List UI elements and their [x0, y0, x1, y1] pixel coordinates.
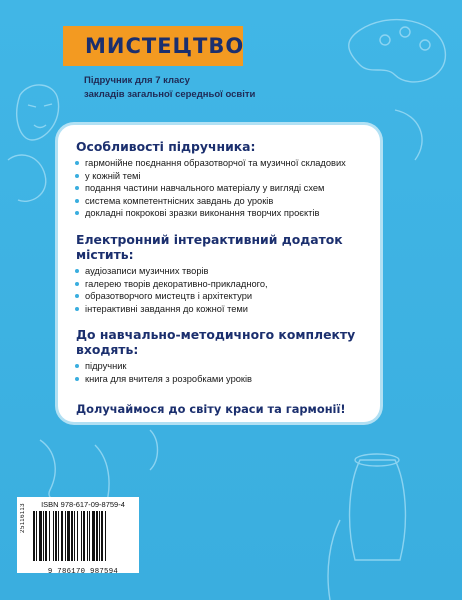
barcode-bar: [101, 511, 103, 561]
barcode-bar: [77, 511, 78, 561]
e-supplement-title: [76, 232, 364, 262]
barcode-bar: [43, 511, 44, 561]
barcode-bar: [61, 511, 63, 561]
e-supplement-title-line-2: містить:: [76, 246, 134, 262]
barcode-bar: [83, 511, 85, 561]
barcode-bar: [67, 511, 70, 561]
barcode-bar: [71, 511, 73, 561]
barcode-bar: [89, 511, 90, 561]
features-title: Особливості підручника:: [76, 139, 256, 154]
barcode-bar: [45, 511, 47, 561]
e-supplement-title-line-1: Електронний інтерактивний додаток: [76, 231, 343, 247]
subtitle-line-1: Підручник для 7 класу: [84, 75, 190, 86]
title-banner: [63, 26, 243, 66]
info-panel: [58, 125, 380, 422]
barcode-bar: [92, 511, 95, 561]
list-item: гармонійне поєднання образотворчої та музичної складових: [79, 157, 364, 170]
barcode-bar: [99, 511, 100, 561]
list-item: аудіозаписи музичних творів: [79, 265, 364, 278]
barcode-bar: [39, 511, 42, 561]
barcode-block: [17, 497, 139, 576]
kit-list: [76, 360, 364, 385]
e-supplement-list: [76, 265, 364, 315]
slogan: Долучаймося до світу краси та гармонії!: [76, 401, 346, 416]
list-item: книга для вчителя з розробками уроків: [79, 373, 364, 386]
barcode-bar: [81, 511, 82, 561]
list-item: образотворчого мистецтв і архітектури: [79, 290, 364, 303]
kit-title-line-1: До навчально-методичного комплекту: [76, 327, 356, 343]
barcode-bar: [36, 511, 37, 561]
list-item: система компетентнісних завдань до уроків: [79, 195, 364, 208]
barcode-bar: [87, 511, 88, 561]
list-item: докладні покрокові зразки виконання творчих проєктів: [79, 207, 364, 220]
features-list: [76, 157, 364, 220]
list-item: інтерактивні завдання до кожної теми: [79, 303, 364, 316]
barcode: [31, 511, 135, 563]
barcode-bar: [65, 511, 66, 561]
barcode-bar: [96, 511, 98, 561]
barcode-bar: [55, 511, 57, 561]
barcode-bar: [74, 511, 75, 561]
isbn-text: ISBN 978-617-09-8759-4: [41, 500, 125, 509]
barcode-bar: [105, 511, 106, 561]
list-item: галерею творів декоративно-прикладного,: [79, 278, 364, 291]
list-item: у кожній темі: [79, 170, 364, 183]
barcode-bar: [33, 511, 35, 561]
book-subtitle: [84, 74, 324, 102]
subtitle-line-2: закладів загальної середньої освіти: [84, 89, 256, 100]
list-item: підручник: [79, 360, 364, 373]
side-number: 25116113: [20, 503, 26, 533]
barcode-bar: [49, 511, 50, 561]
barcode-bar: [53, 511, 54, 561]
kit-title-line-2: входять:: [76, 342, 139, 358]
kit-title: [76, 327, 364, 357]
book-title: МИСТЕЦТВО: [85, 34, 245, 58]
barcode-bar: [58, 511, 59, 561]
barcode-digits: 9 786170 987594: [47, 568, 119, 576]
list-item: подання частини навчального матеріалу у вигляді схем: [79, 182, 364, 195]
